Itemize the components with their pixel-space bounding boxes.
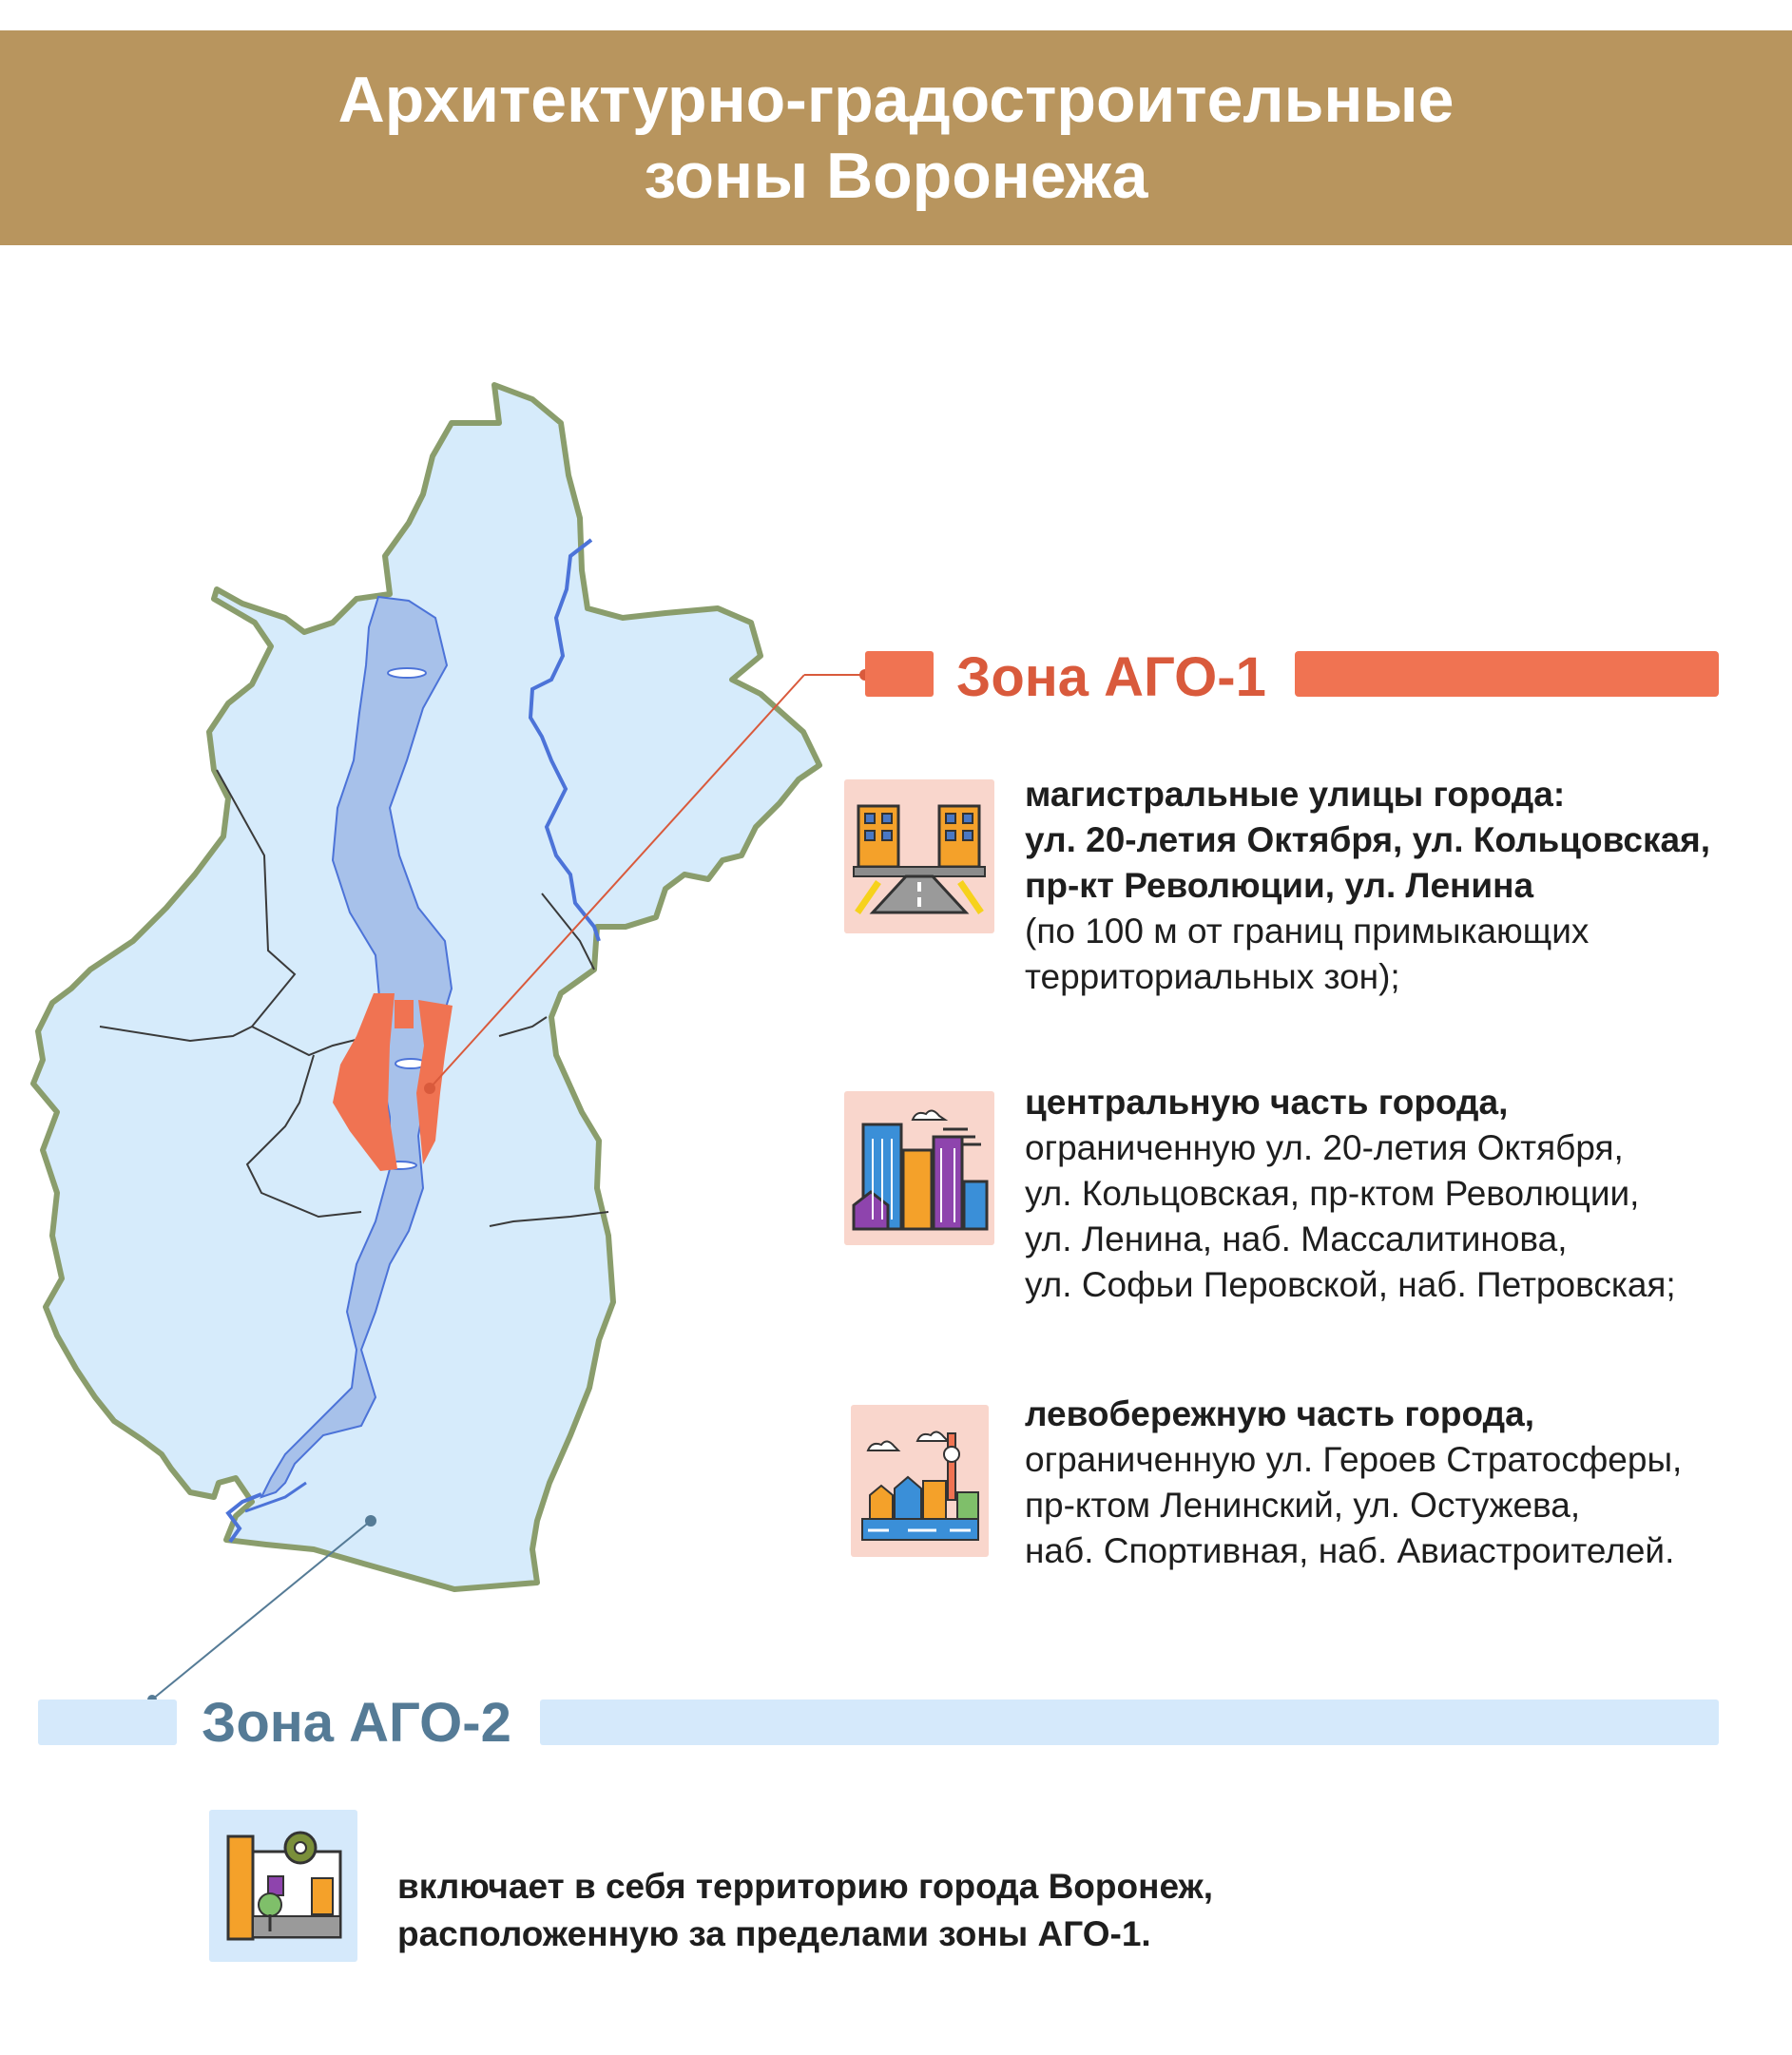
ago1-item-1-line: территориальных зон);	[1025, 957, 1400, 996]
ago2-description-line: расположенную за пределами зоны АГО-1.	[397, 1914, 1151, 1953]
ago1-item-3-line: пр-ктом Ленинский, ул. Остужева,	[1025, 1486, 1581, 1525]
ago2-description	[397, 1863, 1213, 1958]
street-buildings-icon	[844, 779, 994, 933]
ago1-item-2-line: ул. Софьи Перовской, наб. Петровская;	[1025, 1265, 1676, 1304]
ago2-description-line: включает в себя территорию города Воронеж,	[397, 1867, 1214, 1906]
ago1-item-2-line: ул. Кольцовская, пр-ктом Революции,	[1025, 1174, 1640, 1213]
ago2-leader-dot	[365, 1515, 376, 1527]
ago1-item-2-line: ул. Ленина, наб. Массалитинова,	[1025, 1220, 1568, 1258]
ago1-item-1-bold-line: магистральные улицы города:	[1025, 775, 1566, 814]
ago1-bar-right	[1295, 651, 1719, 697]
ago1-item-1-line: (по 100 м от границ примыкающих	[1025, 912, 1590, 951]
ago1-item-1-text	[1025, 772, 1710, 1000]
ago2-bar-left	[38, 1700, 177, 1745]
ago1-item-1-bold-line: пр-кт Революции, ул. Ленина	[1025, 866, 1534, 905]
ago1-item-3-bold-line: левобережную часть города,	[1025, 1394, 1534, 1433]
ago1-title: Зона АГО-1	[956, 646, 1266, 708]
page-title-line-2: зоны Воронежа	[644, 140, 1148, 212]
ago1-zone-strip	[395, 1000, 414, 1028]
page-title-line-1: Архитектурно-градостроительные	[337, 64, 1455, 136]
ago1-item-3-text	[1025, 1392, 1682, 1574]
ago2-bar-right	[540, 1700, 1719, 1745]
ago2-leader-line	[152, 1521, 371, 1700]
ago1-leader-dot	[424, 1083, 435, 1094]
ago1-item-1-bold-line: ул. 20-летия Октября, ул. Кольцовская,	[1025, 820, 1710, 859]
ago1-item-2-text	[1025, 1080, 1676, 1308]
ago1-item-3-line: наб. Спортивная, наб. Авиастроителей.	[1025, 1531, 1675, 1570]
ago1-item-2-bold-line: центральную часть города,	[1025, 1083, 1509, 1122]
ago1-item-3-line: ограниченную ул. Героев Стратосферы,	[1025, 1440, 1683, 1479]
city-plan-icon	[209, 1810, 357, 1962]
city-center-icon	[844, 1091, 994, 1245]
ago1-item-2-line: ограниченную ул. 20-летия Октября,	[1025, 1128, 1624, 1167]
ago1-bar-left	[865, 651, 934, 697]
ago2-title: Зона АГО-2	[202, 1692, 511, 1754]
left-bank-city-icon	[851, 1405, 989, 1557]
reservoir-island	[388, 668, 426, 678]
